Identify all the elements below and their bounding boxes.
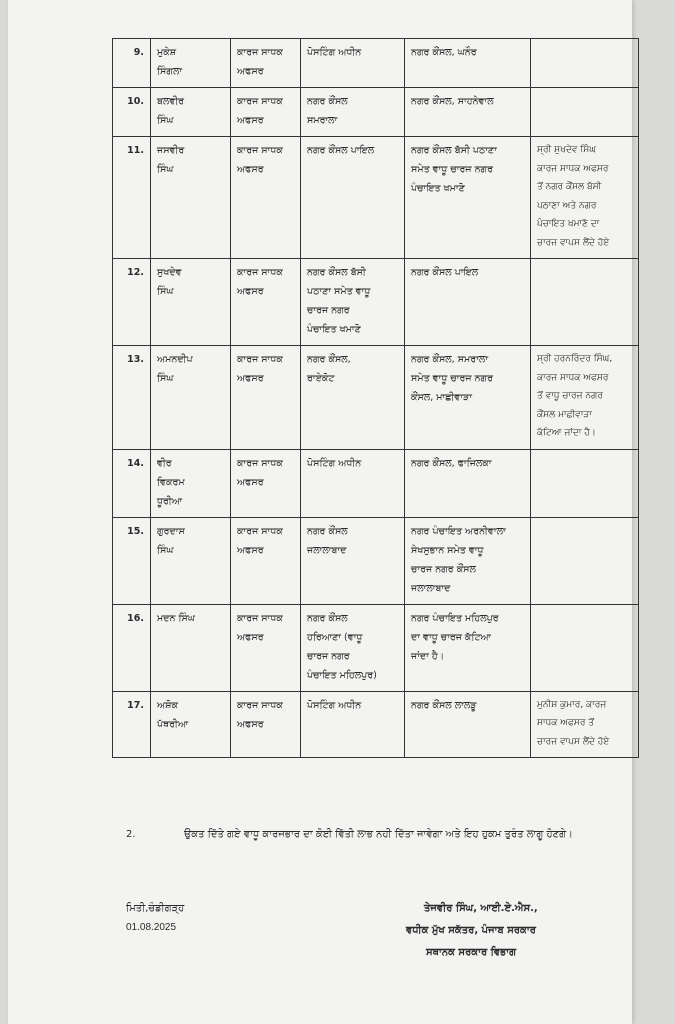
cell-line: ਅਫਸਰ	[237, 115, 264, 126]
current-posting-cell	[301, 137, 405, 259]
current-posting-cell	[301, 691, 405, 758]
cell-line: ਚਾਰਜ ਨਗਰ	[307, 305, 350, 316]
cell-line: ਕਾਰਜ ਸਾਧਕ	[237, 612, 283, 624]
place-line: ਮਿਤੀ,ਚੰਡੀਗੜ੍ਹ	[126, 903, 185, 914]
officer-name-cell	[151, 39, 231, 88]
current-posting-cell	[301, 517, 405, 604]
cell-line: ਕਾਰਜ ਸਾਧਕ	[237, 699, 283, 711]
officer-name-cell	[151, 88, 231, 137]
cell-line: ਸਮੇਤ ਵਾਧੂ ਚਾਰਜ ਨਗਰ	[411, 164, 494, 175]
signature-block	[406, 898, 538, 964]
cell-line: ਨਗਰ ਕੌਂਸਲ ਬੱਸੀ	[307, 267, 366, 278]
cell-line: ਚਾਰਜ ਵਾਪਸ ਲੈਂਦੇ ਹੋਏ	[537, 237, 610, 248]
cell-line: ਵੀਰ	[157, 457, 172, 469]
cell-line: ਅਫਸਰ	[237, 631, 264, 643]
remarks-cell	[531, 259, 639, 346]
cell-line: ਸੁਖਦੇਵ	[157, 267, 182, 278]
designation-cell	[231, 604, 301, 691]
cell-line: ਅਫਸਰ	[237, 544, 264, 556]
remarks-cell	[531, 137, 639, 259]
table-row	[113, 88, 639, 137]
current-posting-cell	[301, 346, 405, 450]
designation-cell	[231, 449, 301, 517]
cell-line: ਜਲਾਲਾਬਾਦ	[411, 582, 451, 594]
serial-number-cell: 17.	[113, 691, 151, 758]
current-posting-cell	[301, 259, 405, 346]
cell-line: ਜਸਵੀਰ	[157, 145, 185, 156]
cell-line: ਪੋਸਟਿੰਗ ਅਧੀਨ	[307, 47, 362, 58]
cell-line: ਚਾਰਜ ਨਗਰ ਕੌਂਸਲ	[411, 563, 476, 575]
cell-line: ਅਫਸਰ	[237, 476, 264, 488]
cell-line: ਮੁਨੀਸ਼ ਕੁਮਾਰ, ਕਾਰਜ	[537, 699, 607, 710]
paragraph-number: 2.	[126, 829, 136, 840]
serial-number-cell: 9.	[113, 39, 151, 88]
cell-line: ਅਫਸਰ	[237, 286, 264, 297]
cell-line: ਮੁਕੇਸ਼	[157, 47, 177, 58]
remarks-cell	[531, 604, 639, 691]
new-posting-cell	[405, 259, 531, 346]
serial-number-cell: 10.	[113, 88, 151, 137]
cell-line: ਅਮਨਦੀਪ	[157, 354, 193, 365]
cell-line: ਰਾਏਕੋਟ	[307, 373, 335, 384]
cell-line: ਪਠਾਣਾ ਅਤੇ ਨਗਰ	[537, 200, 597, 211]
remarks-cell	[531, 449, 639, 517]
order-paragraph	[126, 824, 636, 846]
posting-table-body	[113, 39, 639, 758]
cell-line: ਵਿਕਰਮ	[157, 476, 185, 488]
cell-line: ਸਿੰਘ	[157, 286, 174, 297]
new-posting-cell	[405, 449, 531, 517]
cell-line: ਅਫਸਰ	[237, 718, 264, 730]
cell-line: ਗੁਰਦਾਸ	[157, 525, 185, 537]
new-posting-cell	[405, 39, 531, 88]
cell-line: ਕਾਰਜ ਸਾਧਕ	[237, 354, 283, 365]
cell-line: ਮਦਨ ਸਿੰਘ	[157, 612, 195, 624]
cell-line: ਪੋਸਟਿੰਗ ਅਧੀਨ	[307, 457, 362, 469]
designation-cell	[231, 88, 301, 137]
current-posting-cell	[301, 88, 405, 137]
cell-line: ਚਾਰਜ ਨਗਰ	[307, 650, 350, 662]
new-posting-cell	[405, 604, 531, 691]
remarks-cell	[531, 39, 639, 88]
new-posting-cell	[405, 517, 531, 604]
cell-line: ਜਾਂਦਾ ਹੈ।	[411, 650, 445, 662]
table-row	[113, 691, 639, 758]
cell-line: ਬਲਵੀਰ	[157, 96, 185, 107]
cell-line: ਪੋਸਟਿੰਗ ਅਧੀਨ	[307, 699, 362, 711]
cell-line: ਪੰਚਾਇਤ ਖਮਾਣੋ	[411, 183, 465, 194]
cell-line: ਨਗਰ ਕੌਂਸਲ, ਸਾਹਨੇਵਾਲ	[411, 96, 494, 107]
cell-line: ਕਾਰਜ ਸਾਧਕ	[237, 47, 283, 58]
new-posting-cell	[405, 346, 531, 450]
signatory-title: ਵਧੀਕ ਮੁੱਖ ਸਕੱਤਰ, ਪੰਜਾਬ ਸਰਕਾਰ	[406, 925, 536, 936]
cell-line: ਪੱਥਰੀਆ	[157, 718, 189, 730]
cell-line: ਤੋਂ ਨਗਰ ਕੌਂਸਲ ਬੱਸੀ	[537, 182, 602, 192]
current-posting-cell	[301, 39, 405, 88]
cell-line: ਸਿੰਗਲਾ	[157, 66, 183, 77]
remarks-cell	[531, 346, 639, 450]
cell-line: ਸ੍ਰੀ ਸੁਖਦੇਵ ਸਿੰਘ	[537, 145, 596, 155]
posting-table	[112, 38, 639, 758]
remarks-cell	[531, 691, 639, 758]
cell-line: ਨਗਰ ਕੌਂਸਲ, ਫਾਜਿਲਕਾ	[411, 457, 492, 469]
serial-number-cell: 14.	[113, 449, 151, 517]
cell-line: ਨਗਰ ਕੌਂਸਲ ਪਾਇਲ	[411, 267, 479, 278]
cell-line: ਨਗਰ ਕੌਂਸਲ	[307, 96, 348, 107]
cell-line: ਸੇਖਸੁਭਾਨ ਸਮੇਤ ਵਾਧੂ	[411, 544, 484, 556]
cell-line: ਧੂਰੀਆ	[157, 495, 183, 507]
cell-line: ਪੰਚਾਇਤ ਮਹਿਲਪੁਰ)	[307, 669, 377, 681]
table-row	[113, 517, 639, 604]
cell-line: ਅਫਸਰ	[237, 66, 264, 77]
cell-line: ਪੰਚਾਇਤ ਖਮਾਣੋ ਦਾ	[537, 219, 600, 229]
table-row	[113, 449, 639, 517]
cell-line: ਕਾਰਜ ਸਾਧਕ	[237, 267, 283, 278]
cell-line: ਅਫਸਰ	[237, 373, 264, 384]
cell-line: ਕਾਰਜ ਸਾਧਕ	[237, 96, 283, 107]
serial-number-cell: 16.	[113, 604, 151, 691]
cell-line: ਪੰਚਾਇਤ ਖਮਾਣੋ	[307, 324, 361, 335]
designation-cell	[231, 691, 301, 758]
officer-name-cell	[151, 259, 231, 346]
cell-line: ਅਸ਼ੋਕ	[157, 699, 178, 711]
cell-line: ਨਗਰ ਪੰਚਾਇਤ ਅਰਨੀਵਾਲਾ	[411, 525, 506, 537]
cell-line: ਨਗਰ ਕੌਂਸਲ ਬੱਸੀ ਪਠਾਣਾ	[411, 145, 497, 156]
remarks-cell	[531, 88, 639, 137]
new-posting-cell	[405, 691, 531, 758]
cell-line: ਨਗਰ ਕੌਂਸਲ, ਘਨੌਰ	[411, 47, 477, 58]
designation-cell	[231, 137, 301, 259]
cell-line: ਕੌਂਸਲ, ਮਾਛੀਵਾੜਾ	[411, 392, 472, 403]
cell-line: ਸਿੰਘ	[157, 115, 174, 126]
officer-name-cell	[151, 137, 231, 259]
remarks-cell	[531, 517, 639, 604]
cell-line: ਨਗਰ ਕੌਂਸਲ,	[307, 354, 351, 365]
cell-line: ਅਫਸਰ	[237, 164, 264, 175]
designation-cell	[231, 517, 301, 604]
signatory-name: ਤੇਜਵੀਰ ਸਿੰਘ, ਆਈ.ਏ.ਐਸ.,	[424, 903, 538, 914]
cell-line: ਸਿੰਘ	[157, 164, 174, 175]
serial-number-cell: 13.	[113, 346, 151, 450]
cell-line: ਸਮਰਾਲਾ	[307, 115, 338, 126]
officer-name-cell	[151, 449, 231, 517]
serial-number-cell: 11.	[113, 137, 151, 259]
cell-line: ਕਾਰਜ ਸਾਧਕ ਅਫਸਰ	[537, 372, 609, 383]
cell-line: ਕਾਰਜ ਸਾਧਕ ਅਫਸਰ	[537, 163, 609, 174]
serial-number-cell: 15.	[113, 517, 151, 604]
designation-cell	[231, 39, 301, 88]
officer-name-cell	[151, 691, 231, 758]
document-page	[8, 0, 632, 1024]
table-row	[113, 604, 639, 691]
cell-line: ਕੌਂਸਲ ਮਾਛੀਵਾੜਾ	[537, 409, 592, 420]
cell-line: ਚਾਰਜ ਵਾਪਸ ਲੈਂਦੇ ਹੋਏ	[537, 736, 610, 747]
cell-line: ਹਰਿਆਣਾ (ਵਾਧੂ	[307, 631, 363, 643]
officer-name-cell	[151, 346, 231, 450]
cell-line: ਕੱਟਿਆ ਜਾਂਦਾ ਹੈ।	[537, 428, 596, 438]
new-posting-cell	[405, 88, 531, 137]
cell-line: ਜਲਾਲਾਬਾਦ	[307, 544, 347, 556]
department-name: ਸਥਾਨਕ ਸਰਕਾਰ ਵਿਭਾਗ	[426, 947, 517, 958]
table-row	[113, 137, 639, 259]
cell-line: ਨਗਰ ਪੰਚਾਇਤ ਮਹਿਲਪੁਰ	[411, 612, 499, 624]
cell-line: ਸਿੰਘ	[157, 373, 174, 384]
cell-line: ਕਾਰਜ ਸਾਧਕ	[237, 145, 283, 156]
cell-line: ਨਗਰ ਕੌਂਸਲ ਲਾਲੜੂ	[411, 699, 477, 711]
cell-line: ਸਾਧਕ ਅਫਸਰ ਤੋਂ	[537, 718, 595, 728]
cell-line: ਨਗਰ ਕੌਂਸਲ	[307, 612, 348, 624]
cell-line: ਨਗਰ ਕੌਂਸਲ ਪਾਇਲ	[307, 145, 375, 156]
cell-line: ਨਗਰ ਕੌਂਸਲ, ਸਮਰਾਲਾ	[411, 354, 489, 365]
table-row	[113, 39, 639, 88]
table-row	[113, 346, 639, 450]
officer-name-cell	[151, 517, 231, 604]
cell-line: ਕਾਰਜ ਸਾਧਕ	[237, 457, 283, 469]
new-posting-cell	[405, 137, 531, 259]
cell-line: ਦਾ ਵਾਧੂ ਚਾਰਜ ਕੱਟਿਆ	[411, 631, 491, 643]
order-date: 01.08.2025	[126, 922, 177, 933]
cell-line: ਨਗਰ ਕੌਂਸਲ	[307, 525, 348, 537]
designation-cell	[231, 259, 301, 346]
cell-line: ਸਿੰਘ	[157, 544, 174, 556]
current-posting-cell	[301, 449, 405, 517]
cell-line: ਪਠਾਣਾ ਸਮੇਤ ਵਾਧੂ	[307, 286, 371, 297]
current-posting-cell	[301, 604, 405, 691]
paragraph-text: ਉਕਤ ਦਿੱਤੇ ਗਏ ਵਾਧੂ ਕਾਰਜਭਾਰ ਦਾ ਕੋਈ ਵਿੱਤੀ ਲਾਭ ਨਹੀ ਦਿੱਤਾ ਜਾਵੇਗਾ ਅਤੇ ਇਹ ਹੁਕਮ ਤੁਰੰਤ ਲਾਗੂ ਹੋਣਗੇ।	[184, 829, 573, 840]
cell-line: ਕਾਰਜ ਸਾਧਕ	[237, 525, 283, 537]
table-row	[113, 259, 639, 346]
designation-cell	[231, 346, 301, 450]
cell-line: ਤੋਂ ਵਾਧੂ ਚਾਰਜ ਨਗਰ	[537, 391, 603, 401]
cell-line: ਸ੍ਰੀ ਹਰਨਰਿੰਦਰ ਸਿੰਘ,	[537, 354, 613, 364]
cell-line: ਸਮੇਤ ਵਾਧੂ ਚਾਰਜ ਨਗਰ	[411, 373, 494, 384]
officer-name-cell	[151, 604, 231, 691]
serial-number-cell: 12.	[113, 259, 151, 346]
